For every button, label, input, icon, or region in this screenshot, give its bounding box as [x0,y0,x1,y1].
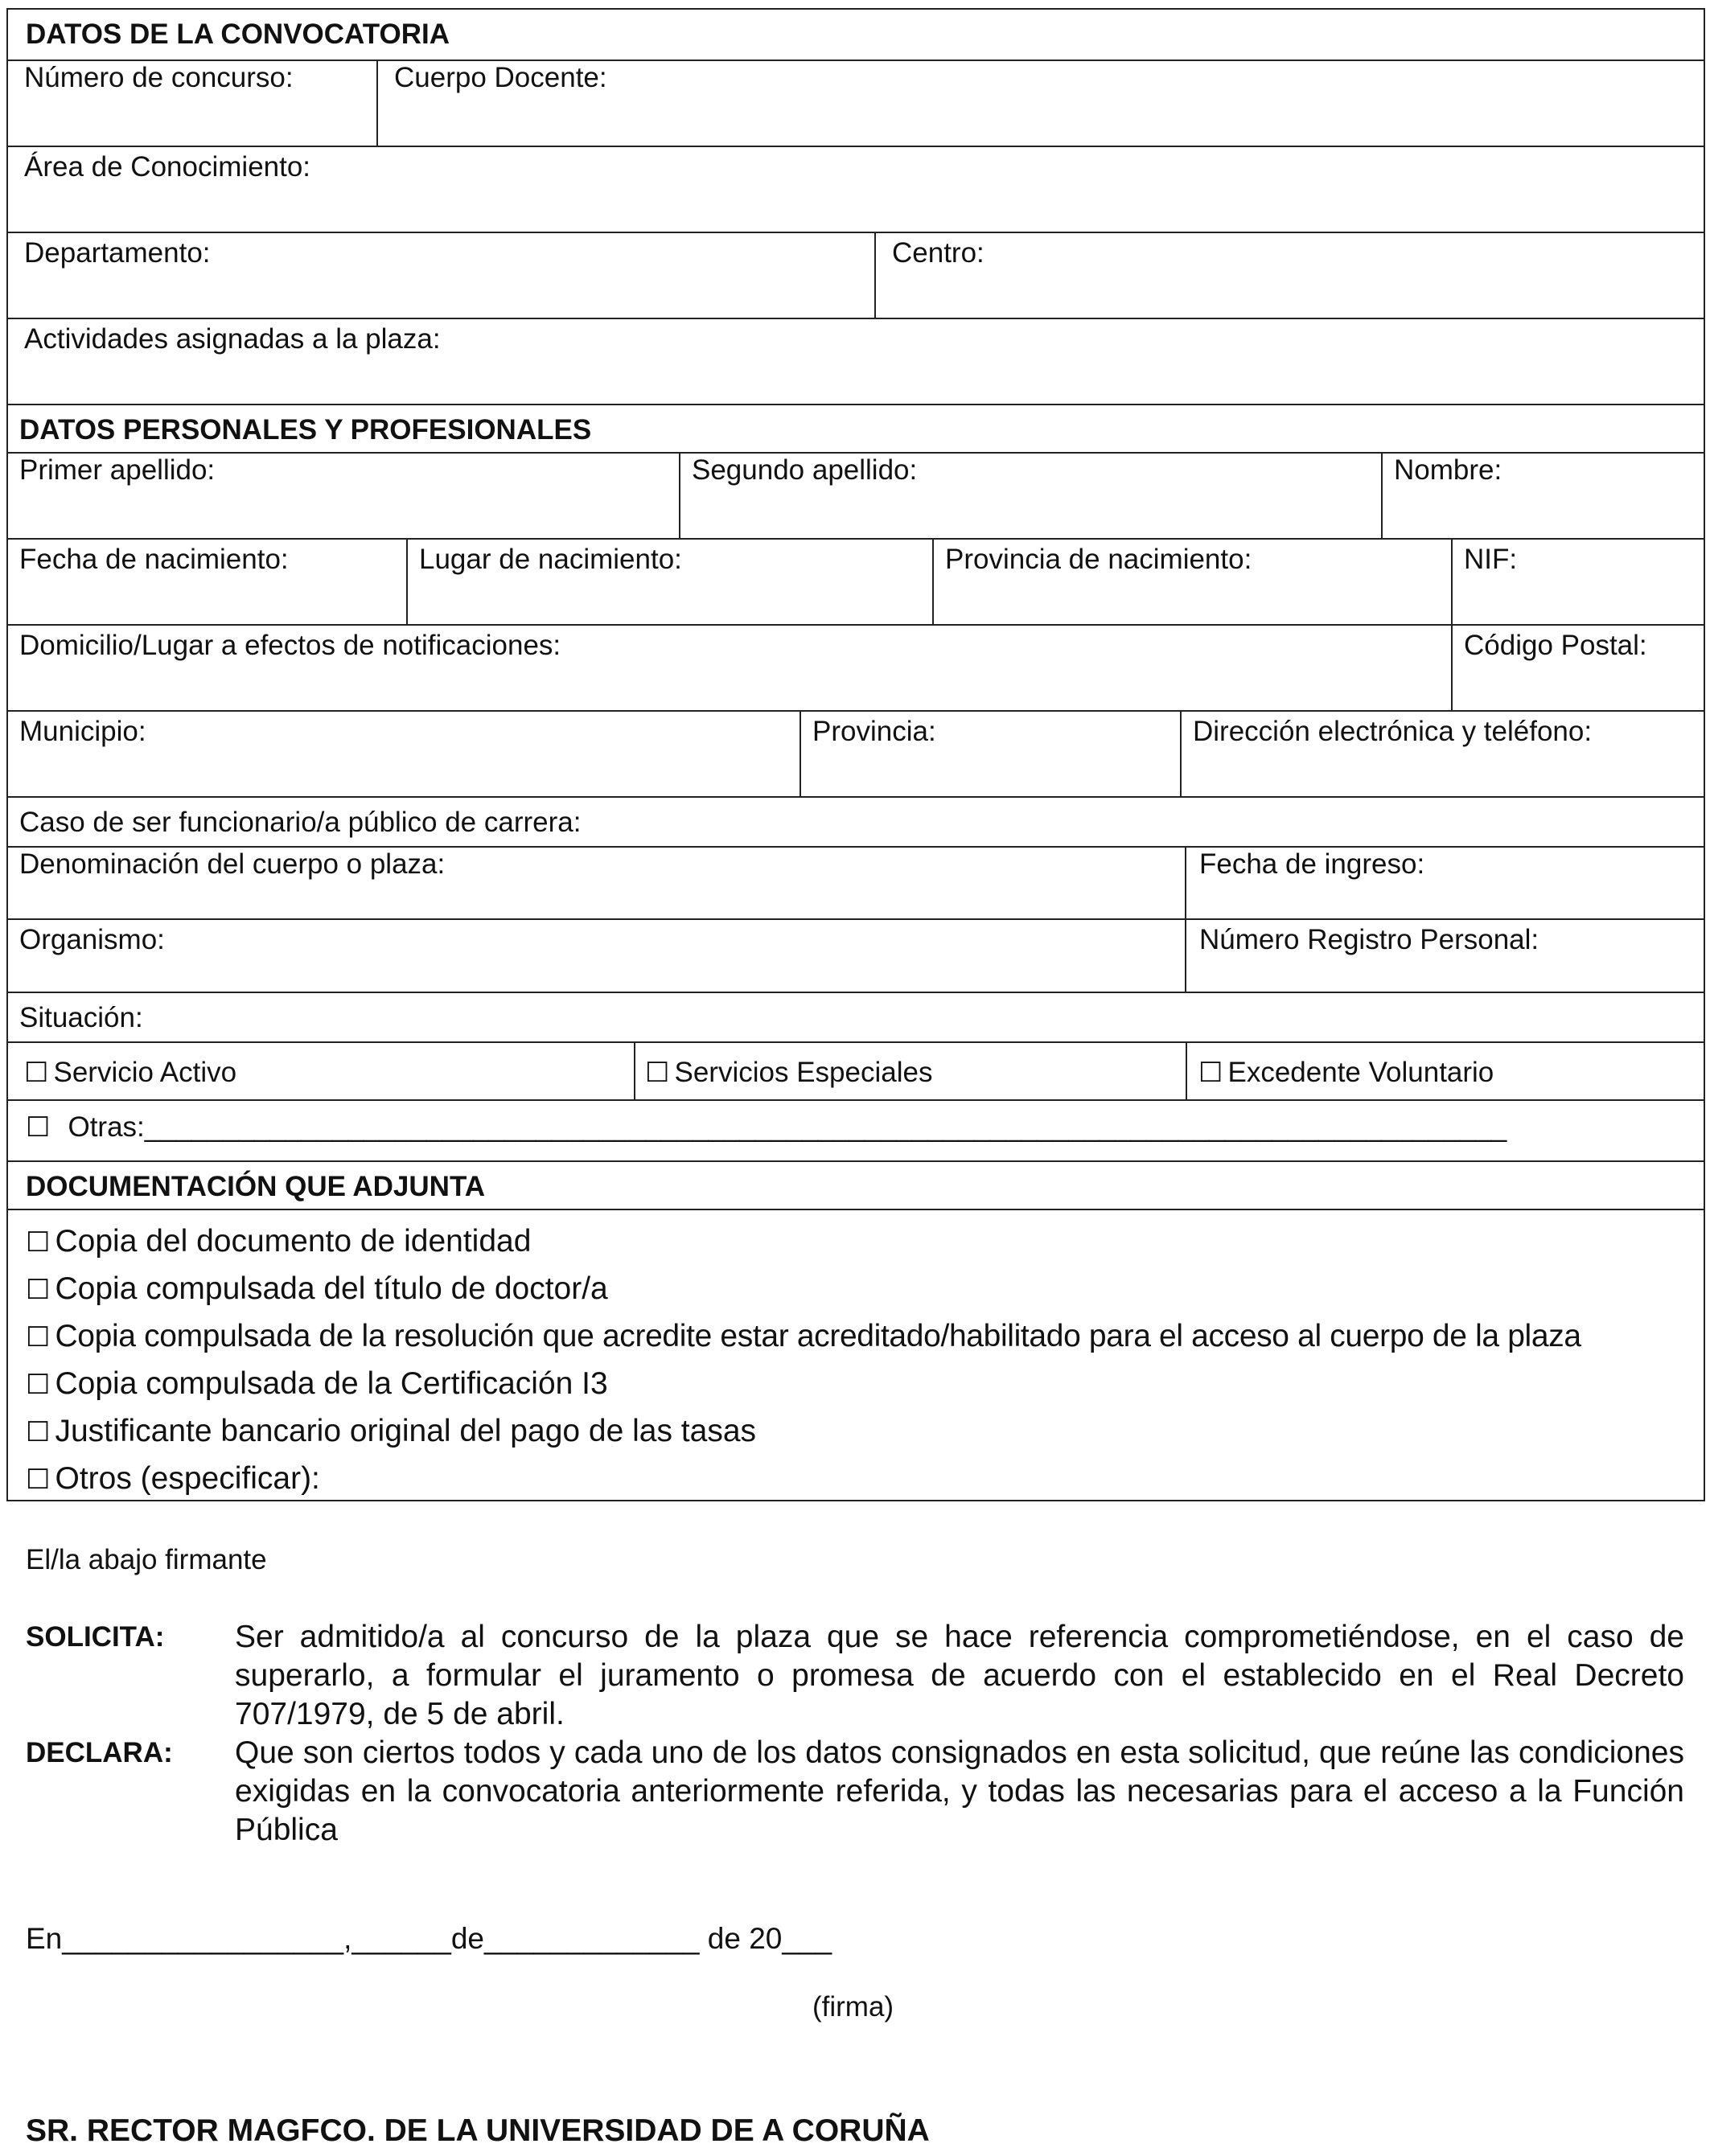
area-conocimiento-field[interactable] [8,147,1704,232]
servicios-especiales-checkbox[interactable] [634,1043,1186,1099]
otras-label: Otras:_______________________________________________________________________________________ [68,1111,1507,1143]
organismo-field[interactable] [8,920,1185,992]
solicita-label: SOLICITA: [26,1621,165,1653]
checkbox-icon[interactable]: ☐ [26,1416,51,1448]
documentacion-heading: DOCUMENTACIÓN QUE ADJUNTA [26,1171,486,1202]
denominacion-field[interactable] [8,848,1185,918]
convocatoria-heading: DATOS DE LA CONVOCATORIA [26,18,450,50]
registro-field[interactable] [1185,920,1704,992]
denominacion-label: Denominación del cuerpo o plaza: [19,848,446,880]
nif-label: NIF: [1464,544,1518,575]
centro-label: Centro: [892,237,984,269]
doc-item-label: Copia compulsada de la resolución que acredite estar acreditado/habilitado para el acceso al cuerpo de la plaza [55,1319,1581,1353]
segundo-apellido-label: Segundo apellido: [692,454,918,486]
direccion-field[interactable] [1180,712,1704,796]
domicilio-field[interactable] [8,626,1451,710]
fecha-nacimiento-field[interactable] [8,540,406,624]
checkbox-icon[interactable]: ☐ [26,1274,51,1306]
segundo-apellido-field[interactable] [679,454,1381,538]
provincia-nacimiento-label: Provincia de nacimiento: [945,544,1252,575]
fecha-nacimiento-label: Fecha de nacimiento: [19,544,289,575]
fecha-ingreso-field[interactable] [1185,848,1704,918]
departamento-label: Departamento: [24,237,211,269]
doc-item[interactable] [26,1313,1687,1361]
doc-item[interactable] [26,1456,1687,1500]
destinatario: SR. RECTOR MAGFCO. DE LA UNIVERSIDAD DE A CORUÑA [26,2113,930,2148]
doc-item[interactable] [26,1218,1687,1266]
servicio-activo-checkbox[interactable] [8,1043,634,1099]
nombre-label: Nombre: [1394,454,1502,486]
domicilio-label: Domicilio/Lugar a efectos de notificaciones: [19,630,561,661]
direccion-label: Dirección electrónica y teléfono: [1193,716,1593,747]
registro-label: Número Registro Personal: [1199,924,1539,955]
checkbox-icon[interactable]: ☐ [26,1321,51,1353]
funcionario-label: Caso de ser funcionario/a público de carrera: [19,807,582,838]
checkbox-icon[interactable]: ☐ [26,1369,51,1401]
codigo-postal-label: Código Postal: [1464,630,1647,661]
actividades-field[interactable] [8,319,1704,404]
checkbox-icon[interactable]: ☐ [24,1057,49,1089]
fecha-line[interactable]: En_________________,______de_____________ de 20___ [26,1922,832,1955]
provincia-label: Provincia: [812,716,936,747]
fecha-ingreso-label: Fecha de ingreso: [1199,848,1425,880]
nif-field[interactable] [1451,540,1704,624]
numero-concurso-label: Número de concurso: [24,62,294,93]
primer-apellido-label: Primer apellido: [19,454,216,486]
servicios-especiales-label: Servicios Especiales [674,1057,933,1088]
doc-item-label: Copia del documento de identidad [55,1224,532,1259]
checkbox-icon[interactable]: ☐ [26,1464,51,1496]
doc-item[interactable] [26,1266,1687,1313]
doc-item-label: Copia compulsada de la Certificación I3 [55,1366,608,1401]
lugar-nacimiento-label: Lugar de nacimiento: [419,544,682,575]
situacion-label: Situación: [19,1002,143,1033]
provincia-nacimiento-field[interactable] [932,540,1451,624]
primer-apellido-field[interactable] [8,454,679,538]
documentacion-list [8,1210,1704,1500]
provincia-field[interactable] [800,712,1180,796]
checkbox-icon[interactable]: ☐ [645,1057,670,1089]
doc-item-label: Copia compulsada del título de doctor/a [55,1271,608,1306]
solicita-text: Ser admitido/a al concurso de la plaza que se hace referencia comprometiéndose, en el caso de superarlo, a formular el juramento o promesa de acuerdo con el establecido en el Real Decreto 707/1979, de 5 de abril. [235,1620,1684,1731]
cuerpo-docente-field[interactable] [376,61,1704,146]
convocatoria-section [6,8,1705,1501]
checkbox-icon[interactable]: ☐ [26,1111,51,1144]
otras-checkbox[interactable] [8,1101,1704,1160]
numero-concurso-field[interactable] [8,61,376,146]
codigo-postal-field[interactable] [1451,626,1704,710]
checkbox-icon[interactable]: ☐ [1198,1057,1223,1089]
municipio-field[interactable] [8,712,800,796]
departamento-field[interactable] [8,233,874,318]
checkbox-icon[interactable]: ☐ [26,1226,51,1259]
doc-item-label: Justificante bancario original del pago de las tasas [55,1414,757,1448]
cuerpo-docente-label: Cuerpo Docente: [394,62,607,93]
excedente-checkbox[interactable] [1186,1043,1704,1099]
municipio-label: Municipio: [19,716,146,747]
area-conocimiento-label: Área de Conocimiento: [24,151,311,183]
actividades-label: Actividades asignadas a la plaza: [24,323,441,355]
personales-heading: DATOS PERSONALES Y PROFESIONALES [19,414,592,446]
doc-item[interactable] [26,1361,1687,1408]
firmante-text: El/la abajo firmante [26,1544,267,1575]
declara-label: DECLARA: [26,1737,173,1768]
excedente-label: Excedente Voluntario [1227,1057,1494,1088]
servicio-activo-label: Servicio Activo [53,1057,237,1088]
doc-item[interactable] [26,1408,1687,1456]
lugar-nacimiento-field[interactable] [406,540,932,624]
nombre-field[interactable] [1381,454,1704,538]
firma-label: (firma) [812,1991,894,2023]
organismo-label: Organismo: [19,924,165,955]
centro-field[interactable] [874,233,1704,318]
doc-item-label: Otros (especificar): [55,1461,320,1496]
declara-text: Que son ciertos todos y cada uno de los datos consignados en esta solicitud, que reúne las condiciones exigidas en la convocatoria anteriormente referida, y todas las necesarias para el acceso a la Función Pública [235,1735,1684,1847]
